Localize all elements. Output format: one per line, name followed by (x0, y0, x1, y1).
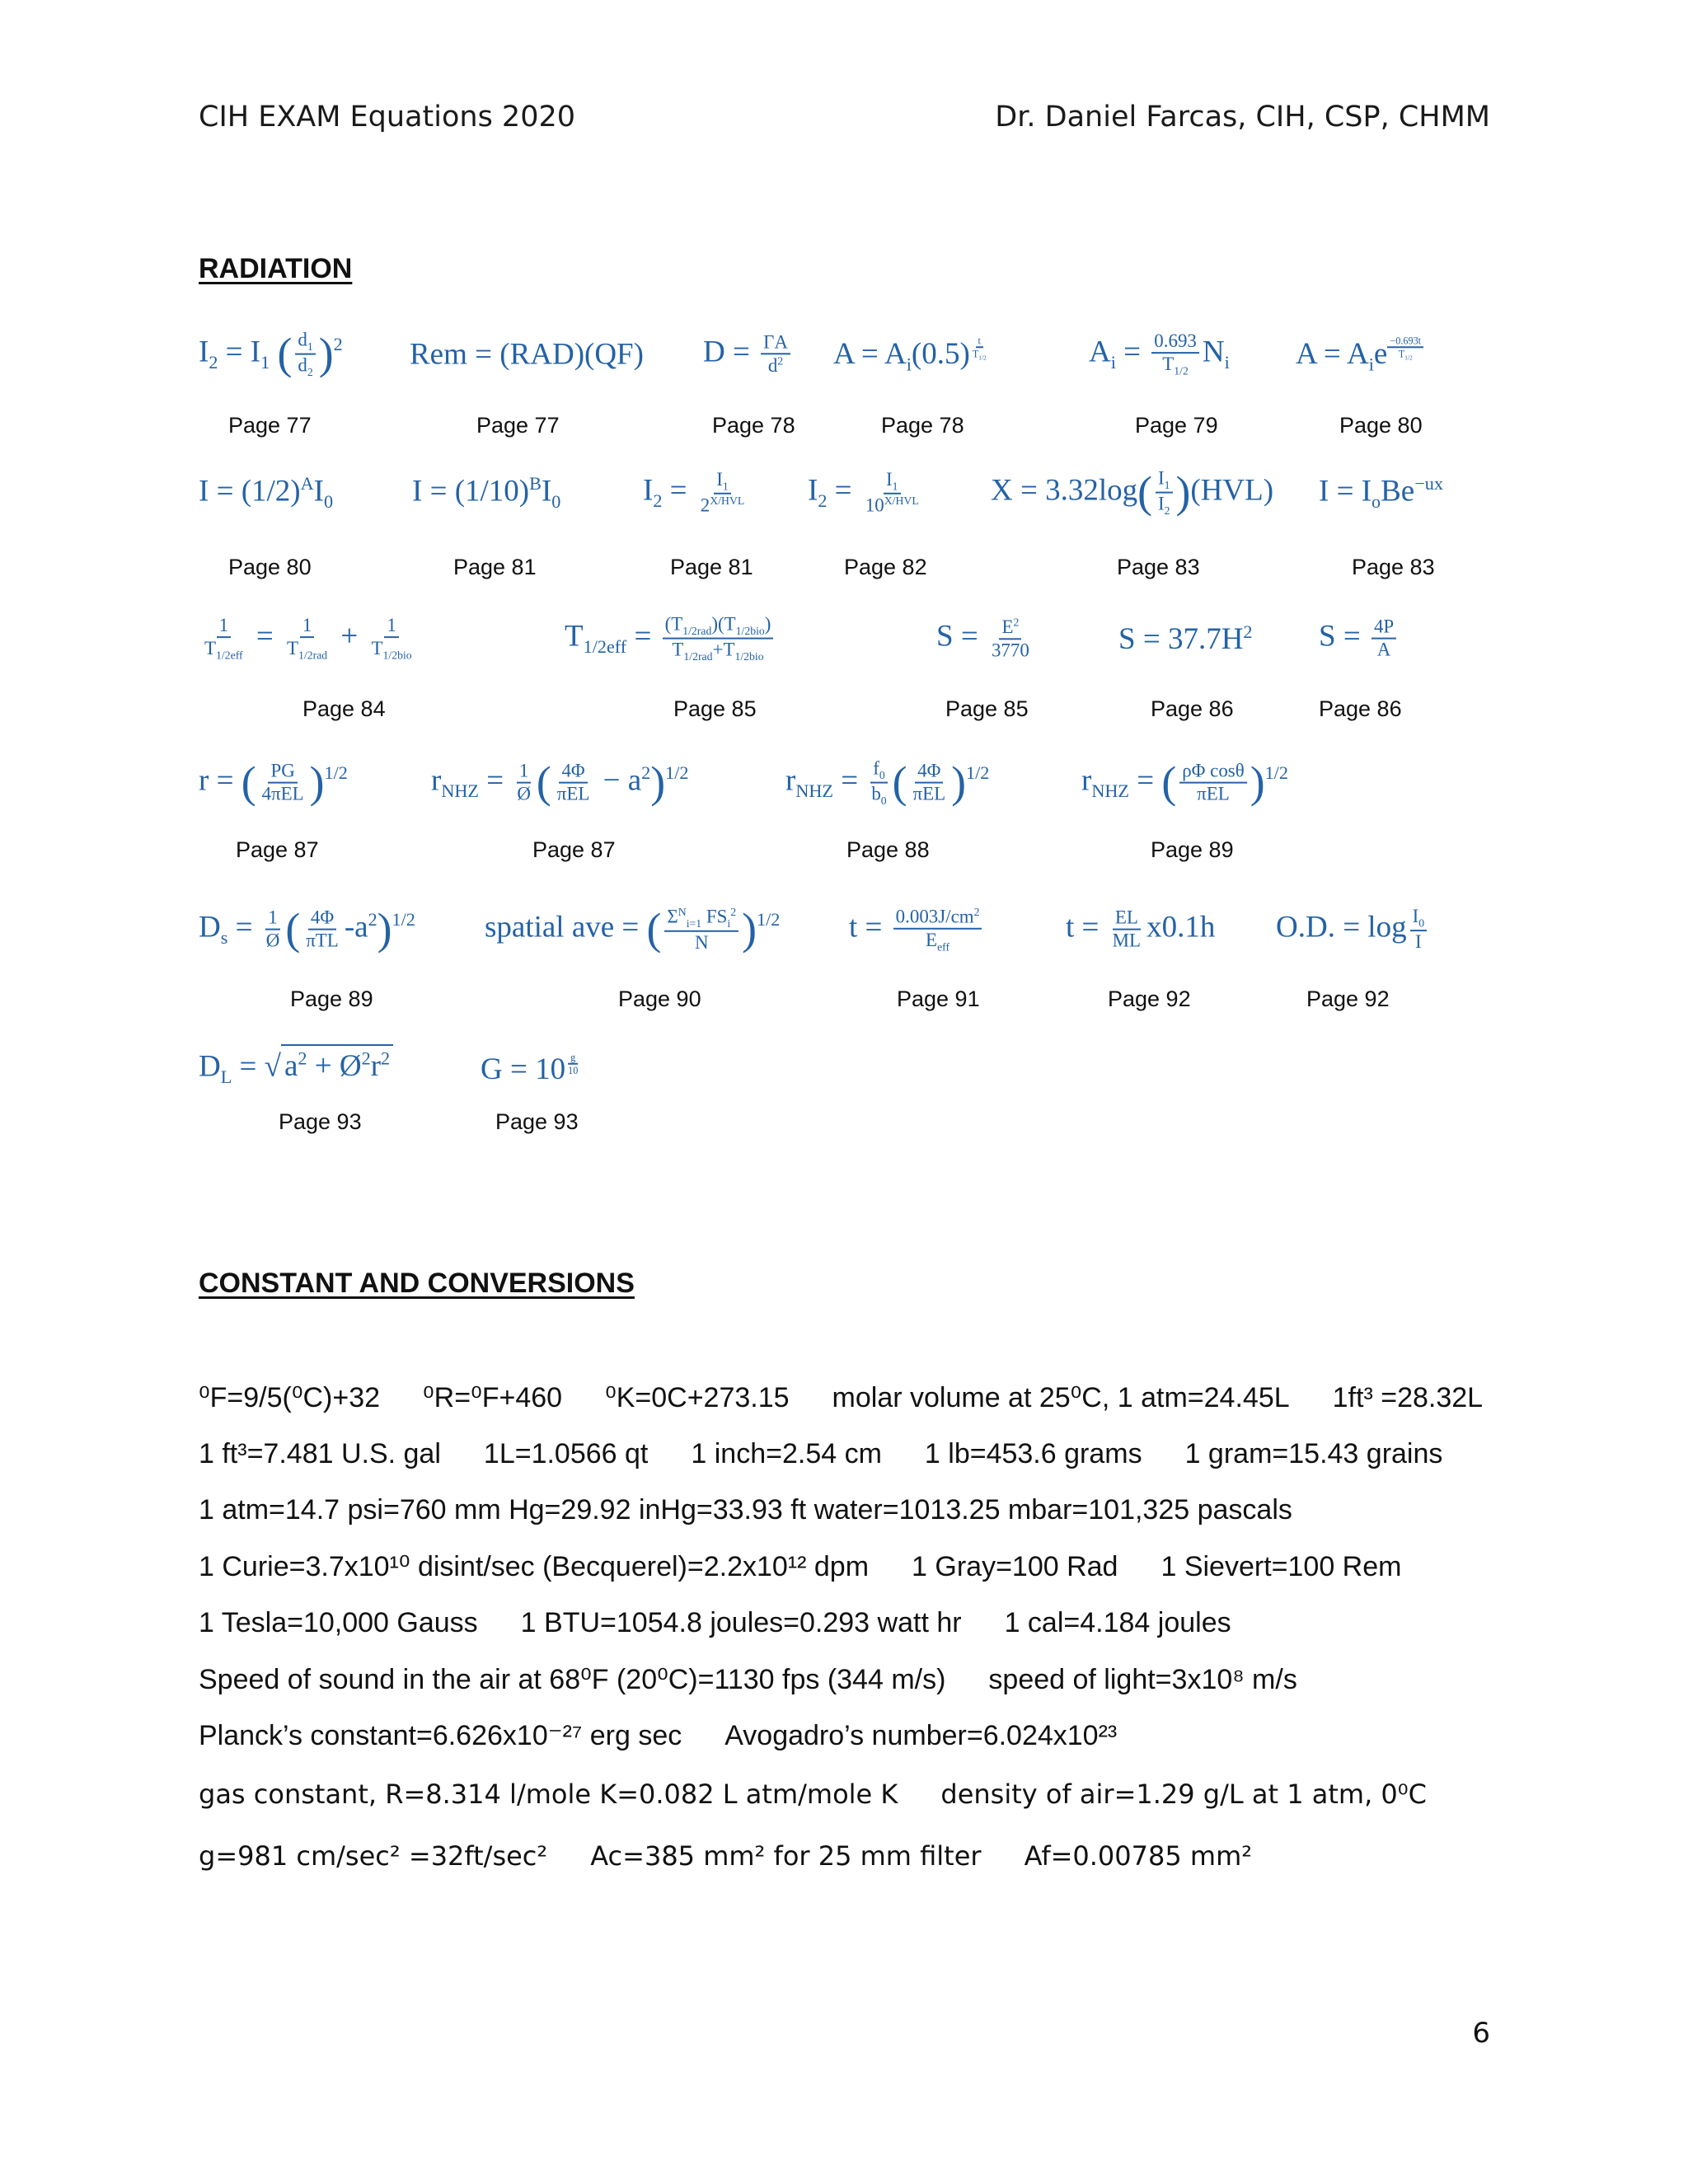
constant-item: 1 Sievert=100 Rem (1160, 1551, 1402, 1582)
constant-item: Speed of sound in the air at 68⁰F (20⁰C)=1130 fps (344 m/s) (199, 1664, 946, 1695)
page-ref: Page 85 (945, 696, 1029, 721)
constant-item: ⁰K=0C+273.15 (605, 1382, 790, 1413)
constant-item: 1 atm=14.7 psi=760 mm Hg=29.92 inHg=33.93 ft water=1013.25 mbar=101,325 pascals (199, 1494, 1292, 1526)
page-number: 6 (1472, 2017, 1490, 2050)
constant-item: Af=0.00785 mm² (1024, 1840, 1253, 1872)
hazard-distance-equation: r = ( PG 4πEL )$^{1/2}$ (199, 757, 348, 808)
page-ref: Page 80 (228, 555, 312, 579)
page-ref: Page 80 (1339, 413, 1423, 438)
page-ref: Page 89 (1151, 837, 1234, 862)
constant-item: 1 lb=453.6 grams (924, 1438, 1142, 1469)
tvl-shielding-equation: $I_2$ = $I_1$ $10^{X/HVL}$ (808, 468, 919, 516)
page-ref: Page 93 (279, 1109, 362, 1134)
page-ref: Page 92 (1108, 987, 1191, 1011)
constant-item: 1 ft³=7.481 U.S. gal (199, 1438, 441, 1469)
page-ref: Page 77 (476, 413, 560, 438)
page-ref: Page 90 (618, 987, 701, 1011)
tenth-value-equation: $I = (1/10)^BI_0$ (412, 473, 561, 512)
page-ref: Page 86 (1151, 696, 1234, 721)
constant-item: 1 Gray=100 Rad (912, 1551, 1118, 1582)
decay-half-life-equation: $A = A_i(0.5)$ $^{\frac{t}{T_{1/2}}}$ (833, 335, 987, 375)
exponential-decay-equation: $A = A_ie$ $^{\frac{-0.693t}{T_{1/2}}}$ (1296, 335, 1423, 373)
gain-equation: G = 10 $^{\frac{g}{10}}$ (481, 1051, 579, 1087)
constant-item: 1ft³ =28.32L (1332, 1382, 1484, 1413)
header-author: Dr. Daniel Farcas, CIH, CSP, CHMM (995, 101, 1490, 134)
half-value-equation: $I = (1/2)^AI_0$ (199, 473, 334, 512)
constant-item: density of air=1.29 g/L at 1 atm, 0⁰C (940, 1779, 1427, 1810)
buildup-attenuation-equation: $I = I_oBe^{-ux}$ (1319, 473, 1443, 512)
page-ref: Page 93 (495, 1109, 579, 1134)
page-ref: Page 82 (844, 555, 927, 579)
constant-item: Ac=385 mm² for 25 mm filter (590, 1840, 982, 1872)
page-ref: Page 88 (846, 837, 930, 862)
rem-equation: Rem = (RAD)(QF) (410, 337, 644, 372)
constants-line (199, 1438, 1485, 1470)
exposure-time-equation: t = $\frac{EL}{ML}$ x0.1h (1066, 907, 1216, 951)
page-ref: Page 81 (670, 555, 753, 579)
constants-line (199, 1779, 1470, 1810)
constant-item: 1 BTU=1054.8 joules=0.293 watt hr (520, 1607, 962, 1638)
power-density-e-field-equation: S = $\frac{E^2}{3770}$ (936, 616, 1029, 661)
page-ref: Page 86 (1319, 696, 1402, 721)
constant-item: 1 cal=4.184 joules (1004, 1607, 1231, 1638)
header-title: CIH EXAM Equations 2020 (199, 101, 575, 134)
spatial-average-equation: spatial ave = ( $\Sigma^N_{i=1}$ $FS_i^2$ N )$^{1/2}$ (485, 904, 781, 954)
constant-item: ⁰R=⁰F+460 (423, 1382, 563, 1413)
constant-item: 1 inch=2.54 cm (691, 1438, 882, 1469)
page-ref: Page 87 (236, 837, 319, 862)
page-ref: Page 78 (712, 413, 795, 438)
constants-line (199, 1550, 1444, 1583)
page-ref: Page 92 (1306, 987, 1390, 1011)
effective-half-life-reciprocal-equation: 1 $T_{1/2eff}$ = 1 $T_{1/2rad}$ + 1 $T_{1/2bio}$ (204, 615, 412, 663)
constant-item: g=981 cm/sec² =32ft/sec² (199, 1840, 548, 1872)
page-ref: Page 84 (302, 696, 386, 721)
effective-half-life-equation: $T_{1/2eff}$ = $(T_{1/2rad})(T_{1/2bio})$ $T_{1/2rad}+T_{1/2bio}$ (565, 614, 776, 664)
page-ref: Page 89 (290, 987, 373, 1011)
constants-line (199, 1719, 1160, 1752)
laser-diameter-equation: $D_L$ = √ $a^2$ + $Ø^2r^2$ (199, 1050, 393, 1086)
power-density-h-field-equation: $S = 37.7H^2$ (1118, 621, 1253, 657)
constant-item: Planck’s constant=6.626x10⁻²⁷ erg sec (199, 1720, 682, 1751)
page-ref: Page 79 (1135, 413, 1218, 438)
inverse-square-equation: $I_2 = I_1$ ( $\frac{d_1}{d_2}$ )$^2$ (199, 329, 343, 379)
nhz-diffuse-equation: $r_{NHZ}$ = $\frac{1}{Ø}$ ( 4Φ πEL − $a^2)^{1/2}$ (431, 757, 689, 808)
constants-line (199, 1840, 1295, 1872)
page-ref: Page 78 (881, 413, 964, 438)
dose-rate-equation: D = $\frac{\Gamma A}{d^2}$ (703, 331, 794, 377)
constant-item: molar volume at 25⁰C, 1 atm=24.45L (832, 1382, 1290, 1413)
shield-thickness-equation: X = 3.32log( $\frac{I_1}{I_2}$ )(HVL) (991, 467, 1274, 518)
uv-exposure-time-equation: t = $0.003J/cm^2$ $E_{eff}$ (849, 906, 985, 954)
nhz-reflection-equation: $r_{NHZ}$ = ( ρΦ cosθ πEL )$^{1/2}$ (1081, 757, 1288, 808)
page-ref: Page 83 (1117, 555, 1200, 579)
page-ref: Page 81 (453, 555, 537, 579)
nhz-lens-equation: $r_{NHZ}$ = $\frac{f_0}{b_0}$ ( 4Φ πEL )$^{1/2}$ (785, 757, 990, 808)
constants-line (199, 1663, 1340, 1696)
constant-item: Avogadro’s number=6.024x10²³ (724, 1720, 1118, 1751)
constants-line (199, 1494, 1335, 1526)
section-constants-title: CONSTANT AND CONVERSIONS (199, 1268, 635, 1299)
optical-density-equation: O.D. = log $\frac{I_0}{I}$ (1276, 906, 1430, 954)
page-ref: Page 85 (673, 696, 757, 721)
constants-line (199, 1381, 1526, 1414)
activity-equation: $A_i$ = $\frac{0.693}{T_{1/2}}$ $N_i$ (1089, 330, 1230, 378)
power-density-area-equation: S = $\frac{4P}{A}$ (1319, 616, 1400, 662)
hvl-shielding-equation: $I_2$ = $I_1$ $2^{X/HVL}$ (643, 468, 745, 516)
constant-item: speed of light=3x10⁸ m/s (988, 1664, 1297, 1695)
constant-item: ⁰F=9/5(⁰C)+32 (199, 1382, 381, 1413)
constant-item: gas constant, R=8.314 l/mole K=0.082 L atm/mole K (199, 1779, 898, 1810)
laser-distance-equation: $D_s$ = $\frac{1}{Ø}$ ( 4Φ πTL $-a^2)^{1/2}$ (199, 904, 415, 954)
page-ref: Page 87 (532, 837, 616, 862)
constant-item: 1 gram=15.43 grains (1184, 1438, 1443, 1469)
constant-item: 1L=1.0566 qt (483, 1438, 649, 1469)
constants-line (199, 1607, 1274, 1639)
section-radiation-title: RADIATION (199, 253, 353, 284)
constant-item: 1 Curie=3.7x10¹⁰ disint/sec (Becquerel)=2.2x10¹² dpm (199, 1551, 870, 1582)
page-ref: Page 83 (1352, 555, 1435, 579)
constant-item: 1 Tesla=10,000 Gauss (199, 1607, 478, 1638)
page-ref: Page 91 (897, 987, 980, 1011)
page-ref: Page 77 (228, 413, 312, 438)
